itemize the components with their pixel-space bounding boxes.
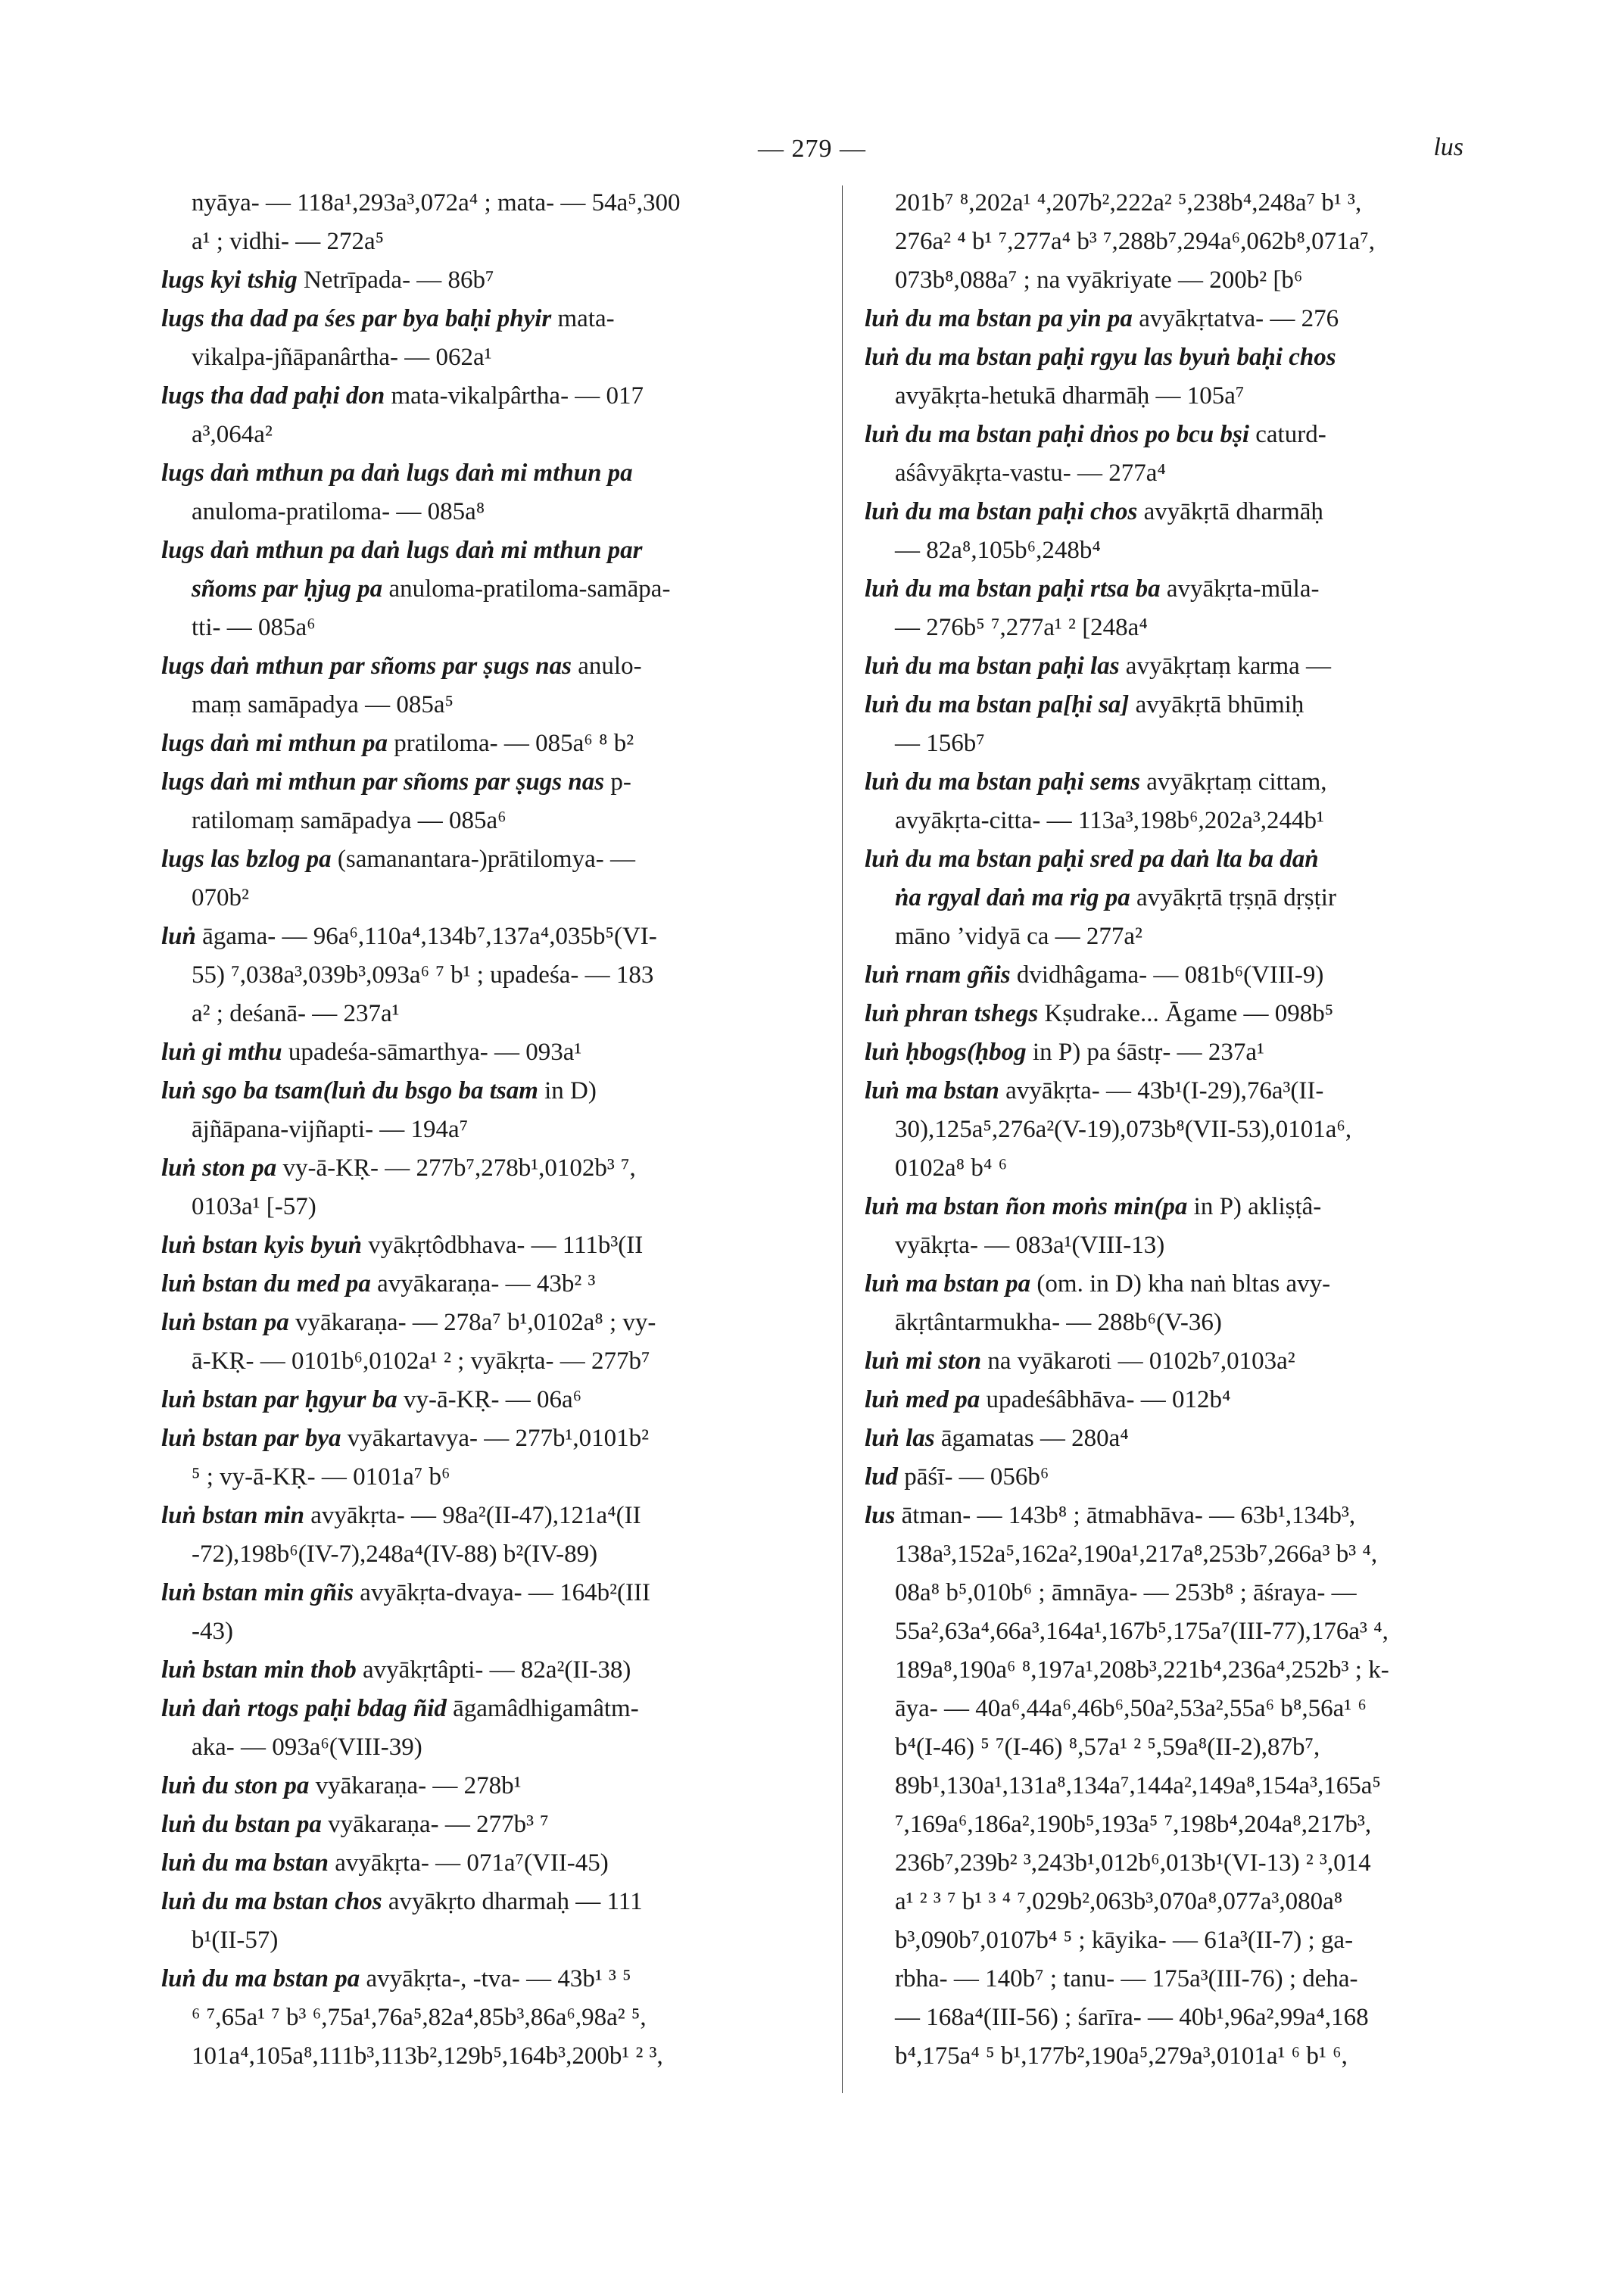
entry-text: maṃ samāpadya — 085a⁵ xyxy=(192,691,454,718)
entry-continuation xyxy=(161,1188,820,1226)
entry-text: pāśī- — 056b⁶ xyxy=(904,1463,1049,1491)
entry-text: in P) pa xyxy=(1032,1039,1111,1066)
dictionary-entry xyxy=(161,1767,820,1805)
entry-continuation xyxy=(865,1921,1470,1960)
entry-continuation xyxy=(865,261,1470,300)
entry-continuation xyxy=(865,1149,1470,1188)
headword: lugs daṅ mi mthun pa xyxy=(161,730,388,757)
running-head: lus xyxy=(1433,133,1463,161)
entry-continuation xyxy=(865,454,1470,493)
entry-text: b³,090b⁷,0107b⁴ ⁵ ; kāyika- — 61a³(II-7) ; ga- xyxy=(895,1927,1354,1954)
entry-continuation xyxy=(865,2037,1470,2076)
dictionary-entry xyxy=(161,1574,820,1612)
entry-continuation xyxy=(161,1458,820,1497)
dictionary-entry xyxy=(865,300,1470,338)
dictionary-entry xyxy=(161,840,820,879)
dictionary-entry xyxy=(865,840,1470,879)
headword: luṅ du ma bstan pa yin pa xyxy=(865,305,1133,332)
entry-continuation xyxy=(865,1226,1470,1265)
entry-continuation xyxy=(161,879,820,918)
entry-text: ājñāpana-vijñapti- — 194a⁷ xyxy=(192,1116,469,1143)
entry-text: 30),125a⁵,276a²(V-19),073b⁸(VII-53),0101a⁶, xyxy=(895,1116,1352,1143)
dictionary-entry xyxy=(865,1458,1470,1497)
headword: lugs kyi tshig xyxy=(161,266,298,294)
entry-text: mata-vikalpârtha- — 017 xyxy=(391,382,644,410)
entry-text: nyāya- — 118a¹,293a³,072a⁴ ; mata- — 54a⁵,300 xyxy=(192,189,681,217)
headword: luṅ ḥbogs(ḥbog xyxy=(865,1039,1027,1066)
dictionary-entry xyxy=(161,1690,820,1728)
entry-text: in D) xyxy=(544,1077,597,1104)
entry-text: āgama- — 96a⁶,110a⁴,134b⁷,137a⁴,035b⁵(VI- xyxy=(202,923,657,950)
dictionary-entry xyxy=(161,1304,820,1342)
dictionary-entry xyxy=(161,1497,820,1535)
headword: luṅ med pa xyxy=(865,1386,980,1413)
dictionary-entry xyxy=(865,1497,1470,1535)
headword: luṅ du ma bstan paḥi las xyxy=(865,653,1120,680)
entry-text: 138a³,152a⁵,162a²,190a¹,217a⁸,253b⁷,266a³ b³ ⁴, xyxy=(895,1541,1378,1568)
entry-continuation xyxy=(161,995,820,1033)
entry-continuation xyxy=(161,1728,820,1767)
entry-continuation xyxy=(865,1767,1470,1805)
headword: luṅ du ma bstan paḥi rtsa ba xyxy=(865,575,1161,603)
column-divider xyxy=(842,185,843,2093)
headword: luṅ ma bstan pa xyxy=(865,1270,1031,1298)
headword: lugs tha dad pa śes par bya baḥi phyir xyxy=(161,305,552,332)
entry-text: avyākṛta-, -tva- — 43b¹ ³ ⁵ xyxy=(366,1965,631,1992)
dictionary-entry xyxy=(865,956,1470,995)
dictionary-entry xyxy=(161,261,820,300)
headword: luṅ du ma bstan xyxy=(161,1849,329,1877)
headword: luṅ bstan min xyxy=(161,1502,304,1529)
headword: luṅ bstan min thob xyxy=(161,1656,357,1684)
entry-continuation xyxy=(865,609,1470,647)
entry-text: ⁶ ⁷,65a¹ ⁷ b³ ⁶,75a¹,76a⁵,82a⁴,85b³,86a⁶,98a² ⁵, xyxy=(192,2004,647,2031)
entry-text: 236b⁷,239b² ³,243b¹,012b⁶,013b¹(VI-13) ² ³,014 xyxy=(895,1849,1371,1877)
entry-text: rbha- — 140b⁷ ; tanu- — 175a³(III-76) ; deha- xyxy=(895,1965,1358,1992)
headword: lugs daṅ mthun pa daṅ lugs daṅ mi mthun par xyxy=(161,537,643,564)
entry-text: 0103a¹ [-57) xyxy=(192,1193,316,1220)
headword: luṅ xyxy=(161,923,196,950)
headword: luṅ du ston pa xyxy=(161,1772,310,1799)
dictionary-entry xyxy=(161,1419,820,1458)
headword: luṅ bstan kyis byuṅ xyxy=(161,1232,362,1259)
entry-text: — 168a⁴(III-56) ; śarīra- — 40b¹,96a²,99a⁴,168 xyxy=(895,2004,1369,2031)
entry-continuation xyxy=(865,918,1470,956)
entry-text: tti- — 085a⁶ xyxy=(192,614,316,641)
dictionary-entry xyxy=(161,1805,820,1844)
entry-text: 89b¹,130a¹,131a⁸,134a⁷,144a²,149a⁸,154a³,165a⁵ xyxy=(895,1772,1381,1799)
headword: luṅ bstan min gñis xyxy=(161,1579,354,1606)
entry-text: avyākṛtâpti- — 82a²(II-38) xyxy=(362,1656,631,1684)
entry-text: caturd- xyxy=(1255,421,1326,448)
entry-continuation xyxy=(161,1535,820,1574)
dictionary-entry xyxy=(865,493,1470,531)
entry-text: upadeśâbhāva- — 012b⁴ xyxy=(986,1386,1231,1413)
entry-continuation xyxy=(161,493,820,531)
dictionary-entry xyxy=(865,1033,1470,1072)
headword: luṅ mi ston xyxy=(865,1347,982,1375)
dictionary-entry xyxy=(161,1381,820,1419)
entry-continuation xyxy=(161,1921,820,1960)
headword-continuation: ṅa rgyal daṅ ma rig pa xyxy=(895,884,1130,911)
dictionary-entry xyxy=(161,1072,820,1111)
entry-text: 101a⁴,105a⁸,111b³,113b²,129b⁵,164b³,200b¹ ² ³, xyxy=(192,2042,663,2070)
page-number: — 279 — xyxy=(758,135,866,163)
entry-text: p- xyxy=(610,768,631,796)
dictionary-entry xyxy=(865,1265,1470,1304)
entry-continuation xyxy=(161,184,820,223)
left-column xyxy=(161,184,820,2076)
entry-continuation xyxy=(865,223,1470,261)
headword: lugs daṅ mthun pa daṅ lugs daṅ mi mthun pa xyxy=(161,460,633,487)
entry-continuation xyxy=(161,1342,820,1381)
entry-text: — 276b⁵ ⁷,277a¹ ² [248a⁴ xyxy=(895,614,1148,641)
entry-continuation xyxy=(161,570,820,609)
entry-continuation xyxy=(865,377,1470,416)
entry-text: Netrīpada- — 86b⁷ xyxy=(303,266,494,294)
entry-text: ākṛtântarmukha- — 288b⁶(V-36) xyxy=(895,1309,1222,1336)
headword: luṅ du ma bstan pa[ḥi sa] xyxy=(865,691,1130,718)
entry-text: avyākaraṇa- — 43b² ³ xyxy=(377,1270,596,1298)
right-column xyxy=(865,184,1470,2076)
dictionary-entry xyxy=(161,918,820,956)
entry-continuation xyxy=(865,1111,1470,1149)
entry-text: avyākṛta- — 071a⁷(VII-45) xyxy=(335,1849,609,1877)
entry-text: avyākṛtā tṛṣṇā dṛṣṭir xyxy=(1136,884,1336,911)
entry-text: (samanantara-)prātilomya- — xyxy=(337,846,635,873)
dictionary-entry xyxy=(865,338,1470,377)
dictionary-entry xyxy=(161,1844,820,1883)
entry-text: 55) ⁷,038a³,039b³,093a⁶ ⁷ b¹ ; upadeśa- — 183 xyxy=(192,961,654,989)
entry-text: a¹ ; vidhi- — 272a⁵ xyxy=(192,228,385,255)
entry-text: 073b⁸,088a⁷ ; na vyākriyate — 200b² [b⁶ xyxy=(895,266,1303,294)
headword: luṅ bstan par bya xyxy=(161,1425,341,1452)
entry-text: dvidhâgama- — 081b⁶(VIII-9) xyxy=(1016,961,1324,989)
entry-text: avyākṛto dharmaḥ — 111 xyxy=(388,1888,643,1915)
headword: luṅ du ma bstan pa xyxy=(161,1965,360,1992)
entry-text: anuloma-pratiloma- — 085a⁸ xyxy=(192,498,485,525)
entry-text: -43) xyxy=(192,1618,233,1645)
dictionary-entry xyxy=(865,1188,1470,1226)
entry-text: 189a⁸,190a⁶ ⁸,197a¹,208b³,221b⁴,236a⁴,252b³ ; k- xyxy=(895,1656,1389,1684)
entry-text: 201b⁷ ⁸,202a¹ ⁴,207b²,222a² ⁵,238b⁴,248a⁷ b¹ ³, xyxy=(895,189,1362,217)
headword: luṅ ma bstan ñon moṅs min(pa xyxy=(865,1193,1188,1220)
headword: luṅ bstan par ḥgyur ba xyxy=(161,1386,397,1413)
entry-text: avyākṛta-mūla- xyxy=(1166,575,1320,603)
entry-continuation xyxy=(865,1999,1470,2037)
entry-continuation xyxy=(865,1805,1470,1844)
headword: luṅ ma bstan xyxy=(865,1077,999,1104)
entry-text: ā-KṚ- — 0101b⁶,0102a¹ ² ; vyākṛta- — 277b⁷ xyxy=(192,1347,650,1375)
dictionary-entry xyxy=(865,1381,1470,1419)
headword-continuation: sñoms par ḥjug pa xyxy=(192,575,383,603)
headword: luṅ du ma bstan paḥi sems xyxy=(865,768,1141,796)
entry-text: vyākartavya- — 277b¹,0101b² xyxy=(347,1425,650,1452)
dictionary-entry xyxy=(161,1226,820,1265)
entry-text: b⁴(I-46) ⁵ ⁷(I-46) ⁸,57a¹ ² ⁵,59a⁸(II-2),87b⁷, xyxy=(895,1734,1320,1761)
headword: luṅ sgo ba tsam(luṅ du bsgo ba tsam xyxy=(161,1077,538,1104)
entry-text: vikalpa-jñāpanârtha- — 062a¹ xyxy=(192,344,492,371)
entry-text: ⁷,169a⁶,186a²,190b⁵,193a⁵ ⁷,198b⁴,204a⁸,217b³, xyxy=(895,1811,1372,1838)
dictionary-entry xyxy=(865,1419,1470,1458)
entry-continuation xyxy=(161,223,820,261)
entry-continuation xyxy=(161,609,820,647)
entry-continuation xyxy=(865,1651,1470,1690)
entry-continuation xyxy=(865,1535,1470,1574)
dictionary-entry xyxy=(865,763,1470,802)
headword: luṅ rnam gñis xyxy=(865,961,1011,989)
headword: lugs tha dad paḥi don xyxy=(161,382,385,410)
entry-continuation xyxy=(161,416,820,454)
entry-continuation xyxy=(865,1690,1470,1728)
entry-text: avyākṛtā bhūmiḥ xyxy=(1135,691,1304,718)
headword: lugs las bzlog pa xyxy=(161,846,332,873)
entry-text: avyākṛtā dharmāḥ xyxy=(1143,498,1323,525)
entry-text: -72),198b⁶(IV-7),248a⁴(IV-88) b²(IV-89) xyxy=(192,1541,598,1568)
entry-text: vyākṛta- — 083a¹(VIII-13) xyxy=(895,1232,1165,1259)
entry-text: avyākṛta- — 98a²(II-47),121a⁴(II xyxy=(310,1502,641,1529)
dictionary-entry xyxy=(865,1072,1470,1111)
dictionary-entry xyxy=(161,1265,820,1304)
entry-text: āgamatas — 280a⁴ xyxy=(940,1425,1129,1452)
entry-text: avyākṛta- — 43b¹(I-29),76a³(II- xyxy=(1005,1077,1324,1104)
headword: luṅ du ma bstan chos xyxy=(161,1888,382,1915)
entry-text: — 156b⁷ xyxy=(895,730,985,757)
entry-continuation xyxy=(161,338,820,377)
headword: luṅ du ma bstan paḥi rgyu las byuṅ baḥi chos xyxy=(865,344,1336,371)
entry-text: mata- xyxy=(557,305,615,332)
dictionary-entry xyxy=(161,1883,820,1921)
entry-text: anuloma-pratiloma-samāpa- xyxy=(388,575,671,603)
entry-text: ⁵ ; vy-ā-KṚ- — 0101a⁷ b⁶ xyxy=(192,1463,450,1491)
entry-continuation xyxy=(865,802,1470,840)
entry-text: avyākṛta-dvaya- — 164b²(III xyxy=(360,1579,651,1606)
entry-continuation xyxy=(161,2037,820,2076)
entry-continuation xyxy=(865,879,1470,918)
entry-continuation xyxy=(161,1111,820,1149)
entry-text: pratiloma- — 085a⁶ ⁸ b² xyxy=(394,730,634,757)
entry-text: vyākaraṇa- — 278b¹ xyxy=(315,1772,522,1799)
dictionary-entry xyxy=(161,531,820,570)
entry-text: āgamâdhigamâtm- xyxy=(453,1695,639,1722)
dictionary-entry xyxy=(865,570,1470,609)
headword: luṅ bstan du med pa xyxy=(161,1270,371,1298)
entry-continuation xyxy=(161,1612,820,1651)
entry-continuation xyxy=(161,802,820,840)
entry-text: āya- — 40a⁶,44a⁶,46b⁶,50a²,53a²,55a⁶ b⁸,56a¹ ⁶ xyxy=(895,1695,1367,1722)
entry-continuation xyxy=(865,1960,1470,1999)
entry-text: ratilomaṃ samāpadya — 085a⁶ xyxy=(192,807,507,834)
dictionary-entry xyxy=(161,724,820,763)
entry-text: aśâvyākṛta-vastu- — 277a⁴ xyxy=(895,460,1166,487)
headword: luṅ du ma bstan paḥi chos xyxy=(865,498,1138,525)
entry-text: (om. in D) kha naṅ bltas avy- xyxy=(1036,1270,1331,1298)
entry-text: vy-ā-KṚ- — 277b⁷,278b¹,0102b³ ⁷, xyxy=(282,1154,636,1182)
entry-text: vy-ā-KṚ- — 06a⁶ xyxy=(404,1386,582,1413)
entry-text: avyākṛtatva- — 276 xyxy=(1139,305,1339,332)
dictionary-entry xyxy=(161,1960,820,1999)
entry-text: a³,064a² xyxy=(192,421,273,448)
entry-continuation xyxy=(161,956,820,995)
entry-text: anulo- xyxy=(578,653,642,680)
dictionary-entry xyxy=(161,377,820,416)
entry-text: a² ; deśanā- — 237a¹ xyxy=(192,1000,400,1027)
dictionary-entry xyxy=(865,995,1470,1033)
entry-text: avyākṛtaṃ karma — xyxy=(1125,653,1332,680)
dictionary-entry xyxy=(865,1342,1470,1381)
entry-text: 070b² xyxy=(192,884,249,911)
entry-text: b⁴,175a⁴ ⁵ b¹,177b²,190a⁵,279a³,0101a¹ ⁶ b¹ ⁶, xyxy=(895,2042,1348,2070)
dictionary-entry xyxy=(865,686,1470,724)
dictionary-entry xyxy=(161,1033,820,1072)
entry-text: aka- — 093a⁶(VIII-39) xyxy=(192,1734,422,1761)
headword: luṅ gi mthu xyxy=(161,1039,282,1066)
entry-continuation xyxy=(865,184,1470,223)
headword: luṅ las xyxy=(865,1425,935,1452)
dictionary-entry xyxy=(161,300,820,338)
dictionary-entry xyxy=(161,1149,820,1188)
entry-text: b¹(II-57) xyxy=(192,1927,279,1954)
entry-text: avyākṛta-citta- — 113a³,198b⁶,202a³,244b¹ xyxy=(895,807,1324,834)
entry-continuation xyxy=(161,1999,820,2037)
entry-text: avyākṛtaṃ cittam, xyxy=(1146,768,1327,796)
dictionary-entry xyxy=(161,647,820,686)
entry-text: na vyākaroti — 0102b⁷,0103a² xyxy=(987,1347,1295,1375)
headword: luṅ phran tshegs xyxy=(865,1000,1039,1027)
entry-text: māno ’vidyā ca — 277a² xyxy=(895,923,1142,950)
entry-continuation xyxy=(161,686,820,724)
entry-text: a¹ ² ³ ⁷ b¹ ³ ⁴ ⁷,029b²,063b³,070a⁸,077a³,080a⁸ xyxy=(895,1888,1343,1915)
headword: lud xyxy=(865,1463,899,1491)
entry-text: vyākaraṇa- — 277b³ ⁷ xyxy=(328,1811,549,1838)
entry-continuation xyxy=(865,1612,1470,1651)
entry-text: 55a²,63a⁴,66a³,164a¹,167b⁵,175a⁷(III-77),176a³ ⁴, xyxy=(895,1618,1389,1645)
entry-text: in P) akliṣṭâ- xyxy=(1193,1193,1322,1220)
entry-continuation xyxy=(865,1883,1470,1921)
headword: luṅ ston pa xyxy=(161,1154,277,1182)
headword: luṅ du bstan pa xyxy=(161,1811,322,1838)
entry-text: ātman- — 143b⁸ ; ātmabhāva- — 63b¹,134b³, xyxy=(901,1502,1356,1529)
dictionary-entry xyxy=(161,763,820,802)
entry-text: vyākṛtôdbhava- — 111b³(II xyxy=(368,1232,644,1259)
dictionary-entry xyxy=(161,1651,820,1690)
dictionary-entry xyxy=(161,454,820,493)
entry-continuation xyxy=(865,1574,1470,1612)
dictionary-entry xyxy=(865,416,1470,454)
entry-continuation xyxy=(865,531,1470,570)
entry-text: vyākaraṇa- — 278a⁷ b¹,0102a⁸ ; vy- xyxy=(295,1309,656,1336)
entry-continuation xyxy=(865,1844,1470,1883)
headword: luṅ du ma bstan paḥi dṅos po bcu bṣi xyxy=(865,421,1249,448)
entry-text: upadeśa-sāmarthya- — 093a¹ xyxy=(288,1039,582,1066)
dictionary-entry xyxy=(865,647,1470,686)
entry-text: śāstṛ- — 237a¹ xyxy=(1116,1039,1264,1066)
headword: lugs daṅ mthun par sñoms par ṣugs nas xyxy=(161,653,572,680)
entry-text: Kṣudrake... Āgame — 098b⁵ xyxy=(1044,1000,1334,1027)
entry-text: 0102a⁸ b⁴ ⁶ xyxy=(895,1154,1008,1182)
entry-text: 08a⁸ b⁵,010b⁶ ; āmnāya- — 253b⁸ ; āśraya- — xyxy=(895,1579,1357,1606)
entry-text: avyākṛta-hetukā dharmāḥ — 105a⁷ xyxy=(895,382,1245,410)
entry-continuation xyxy=(865,724,1470,763)
entry-continuation xyxy=(865,1304,1470,1342)
headword: luṅ du ma bstan paḥi sred pa daṅ lta ba daṅ xyxy=(865,846,1319,873)
entry-text: 276a² ⁴ b¹ ⁷,277a⁴ b³ ⁷,288b⁷,294a⁶,062b⁸,071a⁷, xyxy=(895,228,1376,255)
entry-continuation xyxy=(865,1728,1470,1767)
headword: luṅ daṅ rtogs paḥi bdag ñid xyxy=(161,1695,447,1722)
entry-text: — 82a⁸,105b⁶,248b⁴ xyxy=(895,537,1101,564)
headword: luṅ bstan pa xyxy=(161,1309,289,1336)
headword: lugs daṅ mi mthun par sñoms par ṣugs nas xyxy=(161,768,605,796)
headword: lus xyxy=(865,1502,896,1529)
